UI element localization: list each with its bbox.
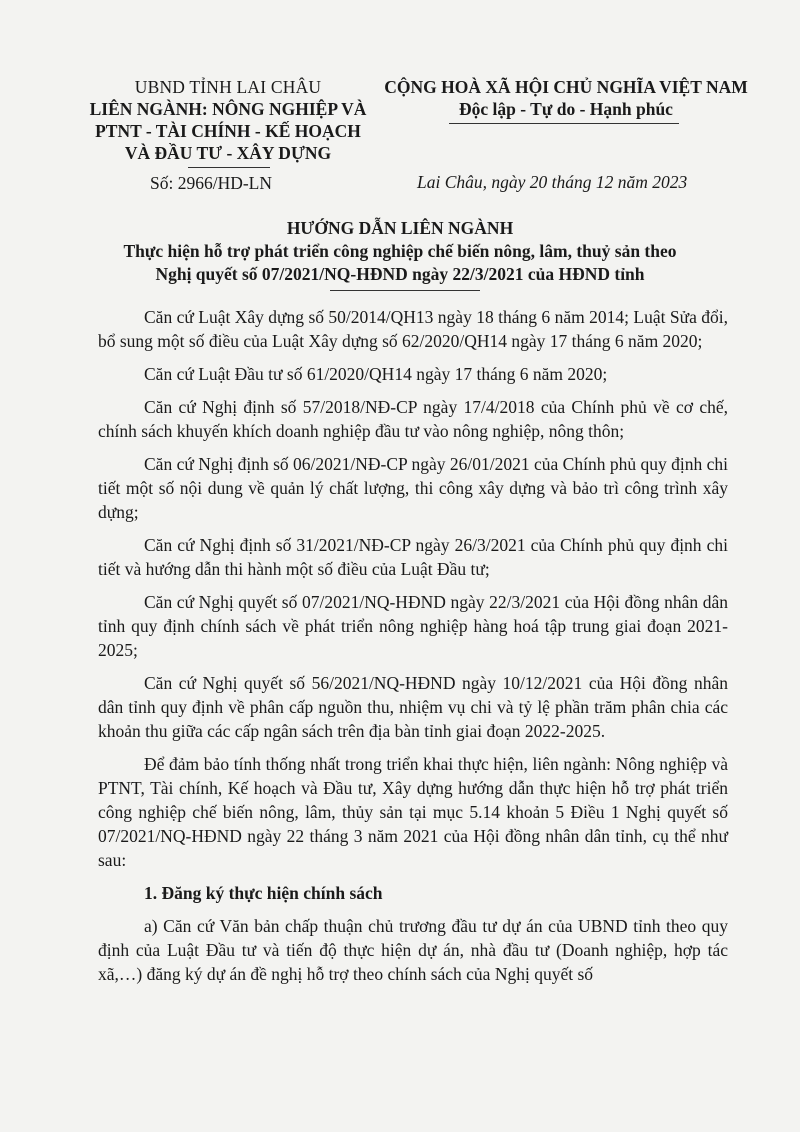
document-body: [98, 305, 728, 995]
document-title-block: [40, 217, 760, 286]
agency-underline: [188, 167, 270, 168]
document-subtitle-line-1: Thực hiện hỗ trợ phát triển công nghiệp chế biến nông, lâm, thuỷ sản theo: [123, 241, 677, 261]
nation-name: CỘNG HOÀ XÃ HỘI CHỦ NGHĨA VIỆT NAM: [384, 77, 748, 97]
section-heading: 1. Đăng ký thực hiện chính sách: [144, 883, 383, 903]
department-line-3: VÀ ĐẦU TƯ - XÂY DỰNG: [124, 143, 332, 163]
legal-basis-paragraph: Căn cứ Nghị định số 06/2021/NĐ-CP ngày 26/01/2021 của Chính phủ quy định chi tiết một số nội dung về quản lý chất lượng, thi công xây dựng và bảo trì công trình xây dựng;: [98, 454, 728, 522]
legal-basis-paragraph: Căn cứ Luật Xây dựng số 50/2014/QH13 ngày 18 tháng 6 năm 2014; Luật Sửa đổi, bổ sung một số điều của Luật Xây dựng số 62/2020/QH14 ngày 17 tháng 6 năm 2020;: [98, 307, 728, 351]
section-paragraph: a) Căn cứ Văn bản chấp thuận chủ trương đầu tư dự án của UBND tỉnh theo quy định của Luật Đầu tư và tiến độ thực hiện dự án, nhà đầu tư (Doanh nghiệp, hợp tác xã,…) đăng ký dự án đề nghị hỗ trợ theo chính sách của Nghị quyết số: [98, 916, 728, 984]
title-underline: [330, 290, 480, 291]
legal-basis-paragraph: Căn cứ Nghị quyết số 07/2021/NQ-HĐND ngày 22/3/2021 của Hội đồng nhân dân tỉnh quy định chính sách về phát triển nông nghiệp hàng hoá tập trung giai đoạn 2021-2025;: [98, 592, 728, 660]
issue-date: Lai Châu, ngày 20 tháng 12 năm 2023: [417, 172, 688, 192]
document-title: HƯỚNG DẪN LIÊN NGÀNH: [286, 218, 514, 238]
document-number: Số: 2966/HD-LN: [150, 173, 273, 193]
document-subtitle-line-2: Nghị quyết số 07/2021/NQ-HĐND ngày 22/3/2021 của HĐND tỉnh: [155, 264, 645, 284]
legal-basis-paragraph: Căn cứ Luật Đầu tư số 61/2020/QH14 ngày 17 tháng 6 năm 2020;: [144, 364, 608, 384]
issuing-agency-block: [78, 76, 378, 164]
national-motto: Độc lập - Tự do - Hạnh phúc: [459, 99, 673, 119]
purpose-paragraph: Để đảm bảo tính thống nhất trong triển khai thực hiện, liên ngành: Nông nghiệp và PTNT, Tài chính, Kế hoạch và Đầu tư, Xây dựng hướng dẫn thực hiện hỗ trợ phát triển công nghiệp chế biến nông, lâm, thủy sản tại mục 5.14 khoản 5 Điều 1 Nghị quyết số 07/2021/NQ-HĐND ngày 22 tháng 3 năm 2021 của Hội đồng nhân dân tỉnh, cụ thể như sau:: [98, 754, 728, 870]
agency-name: UBND TỈNH LAI CHÂU: [134, 77, 322, 97]
legal-basis-paragraph: Căn cứ Nghị định số 31/2021/NĐ-CP ngày 26/3/2021 của Chính phủ quy định chi tiết và hướng dẫn thi hành một số điều của Luật Đầu tư;: [98, 535, 728, 579]
national-header-block: [378, 76, 754, 120]
motto-underline: [449, 123, 679, 124]
department-line-1: LIÊN NGÀNH: NÔNG NGHIỆP VÀ: [89, 99, 367, 119]
department-line-2: PTNT - TÀI CHÍNH - KẾ HOẠCH: [95, 121, 361, 141]
legal-basis-paragraph: Căn cứ Nghị quyết số 56/2021/NQ-HĐND ngày 10/12/2021 của Hội đồng nhân dân tỉnh quy định về phân cấp nguồn thu, nhiệm vụ chi và tỷ lệ phần trăm phân chia các khoản thu giữa các cấp ngân sách trên địa bàn tỉnh giai đoạn 2022-2025.: [98, 673, 728, 741]
legal-basis-paragraph: Căn cứ Nghị định số 57/2018/NĐ-CP ngày 17/4/2018 của Chính phủ về cơ chế, chính sách khuyến khích doanh nghiệp đầu tư vào nông nghiệp, nông thôn;: [98, 397, 728, 441]
